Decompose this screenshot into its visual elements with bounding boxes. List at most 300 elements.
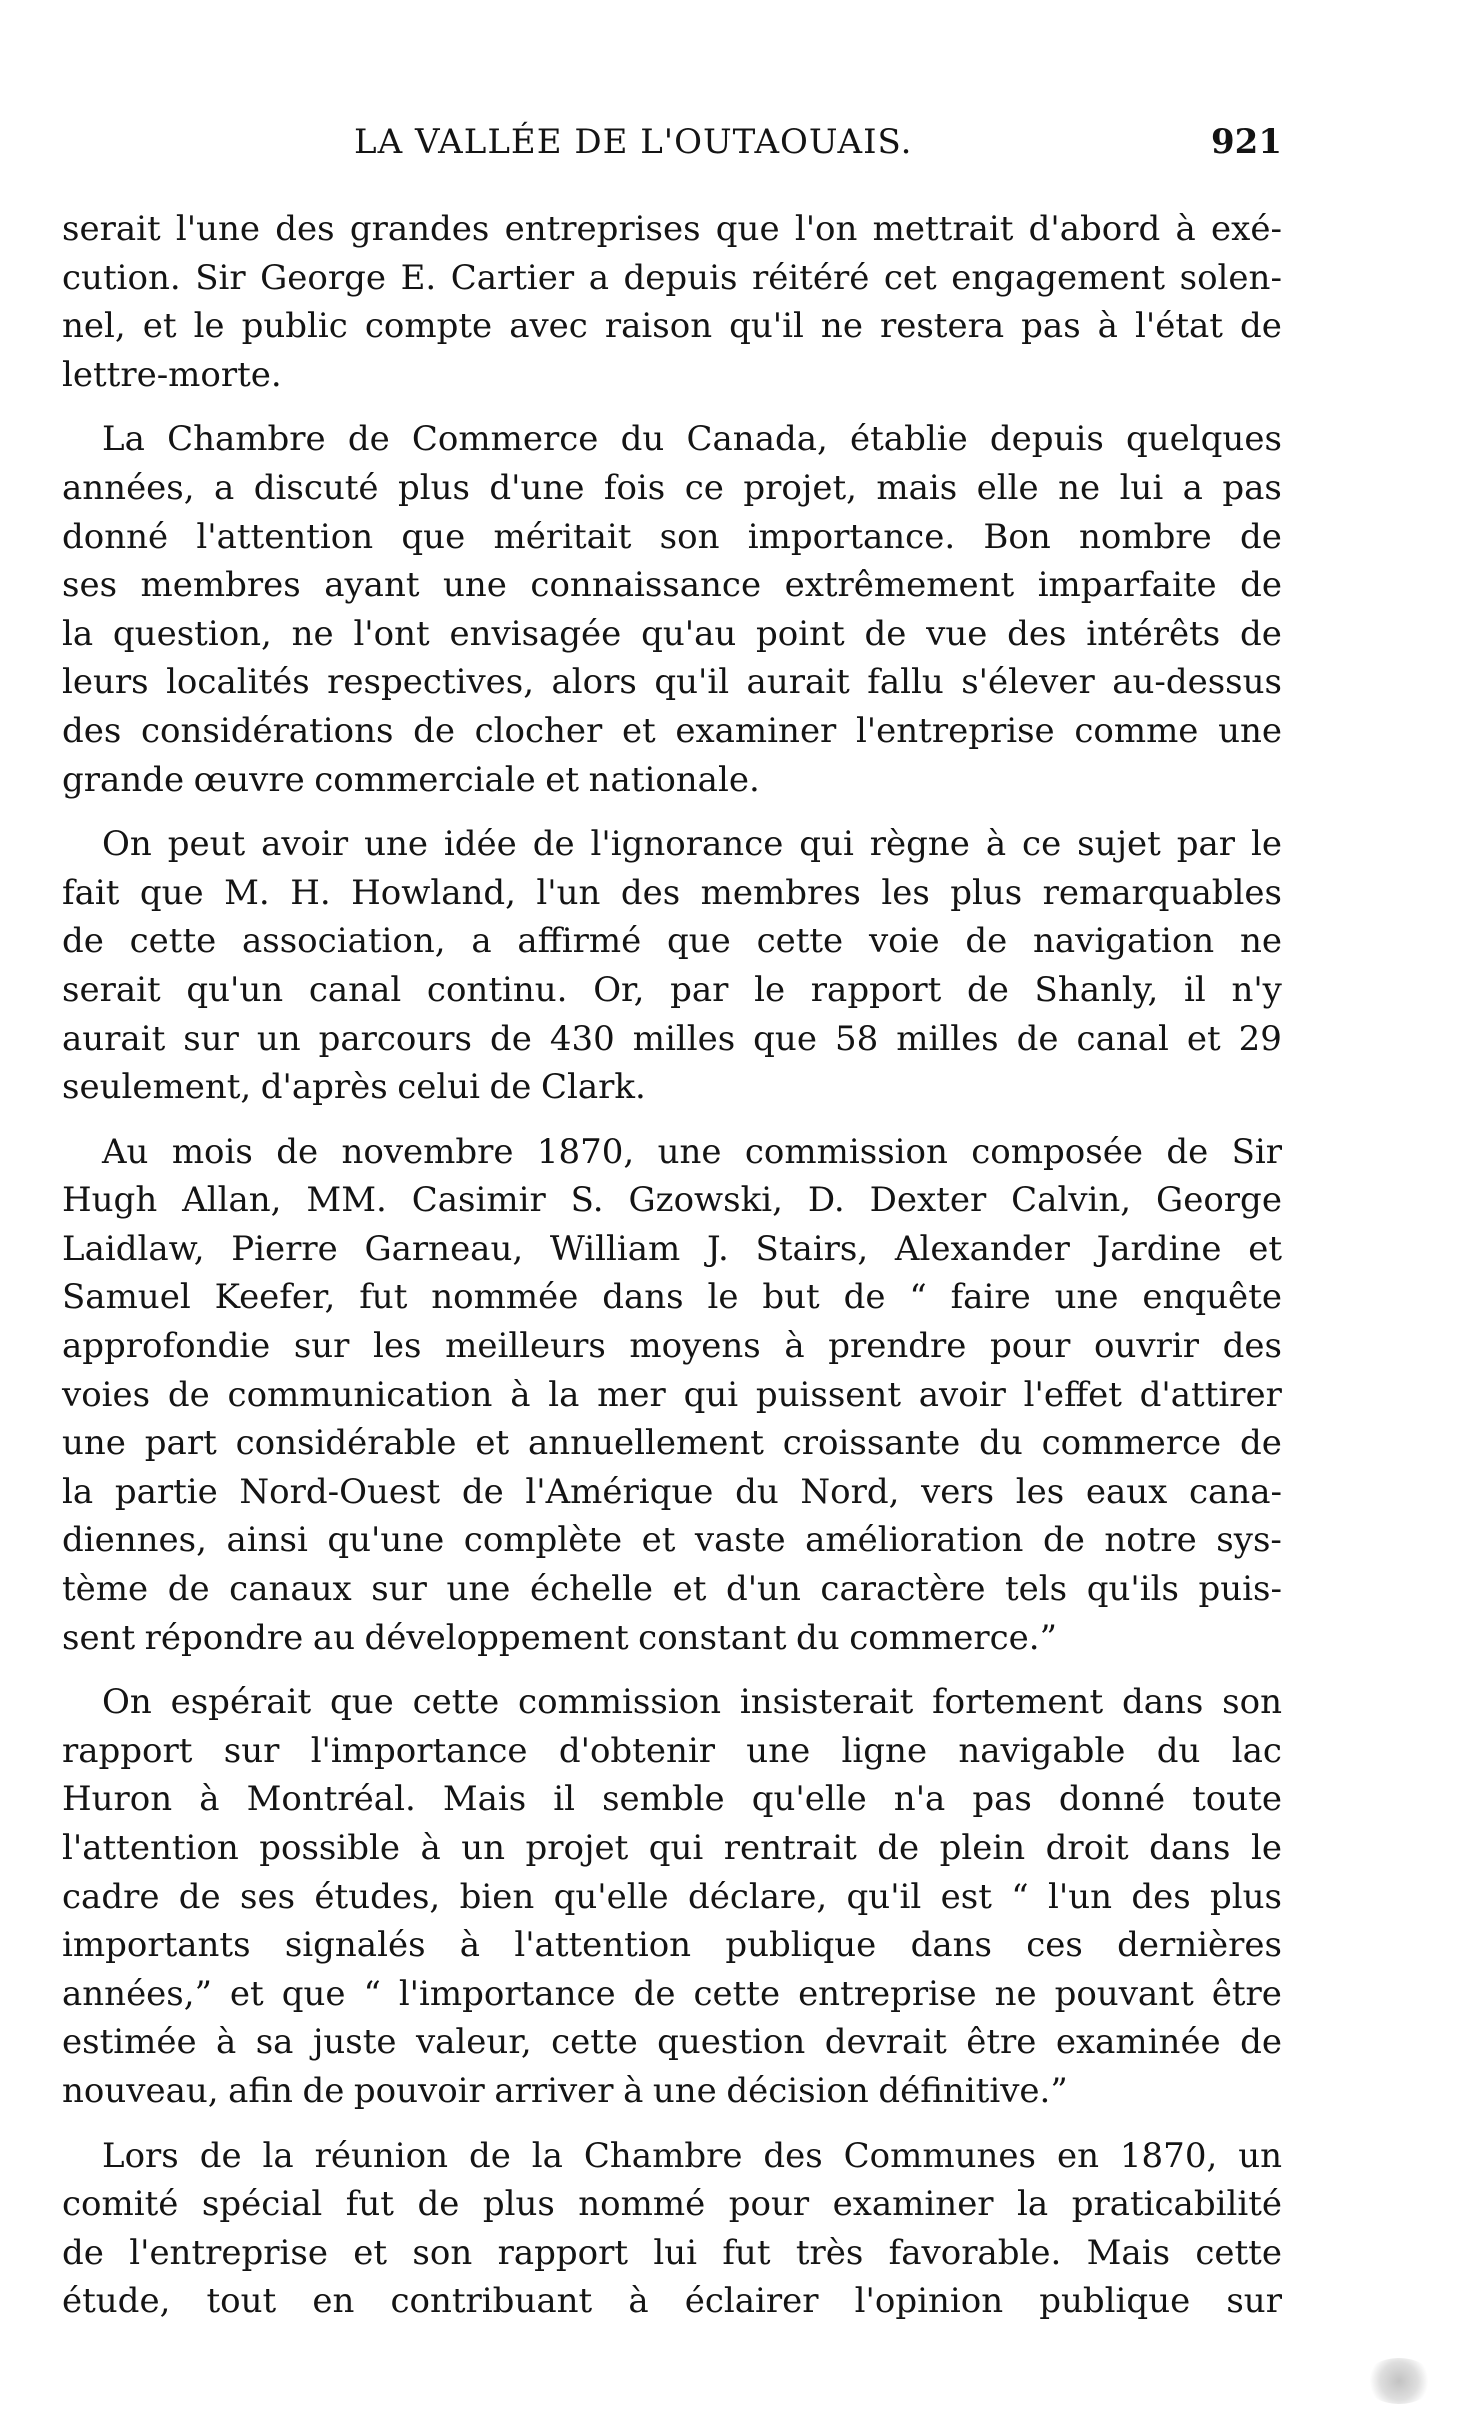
word: l'attention	[514, 1925, 692, 1966]
word: sujet	[1077, 824, 1161, 865]
word: mais	[876, 467, 958, 508]
word: imparfaite	[1037, 565, 1217, 606]
word: ne	[1058, 467, 1101, 508]
word: composée	[971, 1131, 1143, 1172]
text-line	[62, 2229, 1282, 2278]
word: 29	[1238, 1018, 1282, 1059]
word: examinée	[1055, 2022, 1221, 2063]
word: cadre	[62, 1876, 160, 1917]
word: décision	[726, 2070, 869, 2111]
word: par	[670, 969, 729, 1010]
word: On	[102, 1682, 152, 1723]
word: estimée	[62, 2022, 197, 2063]
word: Casimir	[411, 1180, 546, 1221]
text-line	[62, 1225, 1282, 1274]
word: D.	[807, 1180, 845, 1221]
word: Chambre	[583, 2135, 743, 2176]
word: cution.	[62, 257, 181, 298]
word: possible	[259, 1828, 400, 1868]
word: dernières	[1117, 1925, 1282, 1966]
paragraph-gap	[62, 804, 1282, 820]
word: à	[510, 1374, 531, 1415]
word: ne	[994, 1973, 1037, 2014]
word: droit	[1045, 1828, 1129, 1868]
word: pas	[1021, 306, 1081, 347]
word: puissent	[755, 1374, 901, 1415]
text-line	[62, 707, 1282, 756]
word: aurait	[62, 1018, 166, 1059]
word: méritait	[493, 516, 632, 557]
word: Laidlaw,	[62, 1228, 205, 1269]
word: “	[1011, 1876, 1029, 1917]
paragraph-gap	[62, 399, 1282, 415]
word: valeur,	[415, 2022, 532, 2063]
word: lettre-morte.	[62, 354, 282, 395]
word: qu'ils	[1086, 1569, 1179, 1610]
word: le	[754, 969, 786, 1010]
word: l'un	[1047, 1876, 1112, 1917]
word: puis-	[1198, 1569, 1282, 1610]
word: lac	[1231, 1730, 1282, 1771]
word: années,”	[62, 1973, 212, 2014]
word: nommé	[578, 2184, 706, 2225]
word: navigable	[958, 1730, 1126, 1771]
word: établie	[850, 419, 968, 460]
word: à	[985, 824, 1007, 865]
word: et	[545, 759, 580, 800]
word: qui	[648, 1828, 704, 1868]
word: comité	[62, 2184, 179, 2225]
word: l'état	[1134, 306, 1223, 347]
word: ses	[62, 565, 118, 606]
word: des	[1222, 1326, 1282, 1367]
word: de	[302, 2070, 345, 2111]
word: du	[620, 419, 665, 460]
word: sa	[255, 2022, 294, 2063]
word: une	[443, 565, 507, 606]
word: vue	[926, 613, 988, 654]
word: localités	[166, 662, 310, 703]
word: des	[1131, 1876, 1191, 1917]
word: plein	[939, 1828, 1026, 1868]
word: Au	[102, 1131, 149, 1172]
word: du	[979, 1423, 1023, 1464]
word: que	[401, 516, 466, 557]
word: étude,	[62, 2281, 171, 2322]
word: ses	[240, 1876, 296, 1917]
word: le	[707, 1277, 739, 1318]
word: Montréal.	[246, 1779, 416, 1820]
word: qu'elle	[751, 1779, 867, 1820]
word: Pierre	[231, 1228, 338, 1269]
word: déclare,	[687, 1876, 828, 1917]
word: de	[1042, 1520, 1085, 1561]
word: et	[1186, 1018, 1221, 1059]
word: engagement	[951, 257, 1166, 298]
word: milles	[632, 1018, 736, 1059]
word: plus	[482, 2184, 555, 2225]
word: afin	[228, 2070, 293, 2111]
word: en	[312, 2281, 355, 2322]
word: éclairer	[684, 2281, 819, 2322]
word: tels	[1005, 1569, 1068, 1610]
word: d'un	[725, 1569, 801, 1610]
word: approfondie	[62, 1326, 271, 1367]
text-line	[62, 2132, 1282, 2181]
word: un	[256, 1018, 301, 1059]
word: l'importance	[398, 1973, 616, 2014]
word: entreprises	[504, 209, 701, 249]
word: tout	[206, 2281, 277, 2322]
paragraph	[62, 415, 1282, 804]
word: ne	[1239, 921, 1282, 962]
word: On	[102, 824, 152, 865]
word: fut	[722, 2232, 771, 2273]
word: compte	[364, 306, 493, 347]
text-line	[62, 302, 1282, 351]
word: sur	[223, 1730, 280, 1771]
word: qu'il	[846, 1876, 922, 1917]
word: l'Amérique	[525, 1471, 714, 1512]
word: la	[531, 2135, 563, 2176]
word: cette	[129, 921, 217, 962]
word: de	[468, 2135, 511, 2176]
paragraph-gap	[62, 2116, 1282, 2132]
word: voies	[62, 1374, 151, 1415]
word: d'abord	[1028, 209, 1161, 249]
word: canal	[1076, 1018, 1169, 1059]
word: une	[364, 824, 428, 865]
word: serait	[62, 969, 161, 1010]
word: d'attirer	[1139, 1374, 1282, 1415]
word: depuis	[623, 257, 738, 298]
word: l'importance	[310, 1730, 528, 1771]
word: que	[753, 1018, 817, 1059]
text-line	[62, 1873, 1282, 1922]
word: depuis	[989, 419, 1104, 460]
word: elle	[976, 467, 1039, 508]
word: Sir	[1231, 1131, 1282, 1172]
word: alors	[551, 662, 637, 703]
word: études,	[314, 1876, 441, 1917]
word: de	[1240, 516, 1282, 557]
word: faire	[950, 1277, 1031, 1318]
word: amélioration	[805, 1520, 1024, 1561]
word: le	[1250, 824, 1282, 865]
word: de	[966, 969, 1009, 1010]
running-title: LA VALLÉE DE L'OUTAOUAIS.	[354, 122, 913, 162]
word: que	[281, 1973, 346, 2014]
word: Nord,	[800, 1471, 900, 1512]
word: sur	[293, 1326, 350, 1367]
word: aurait	[746, 662, 850, 703]
word: projet,	[743, 467, 857, 508]
word: avoir	[918, 1374, 1006, 1415]
text-line	[62, 1176, 1282, 1225]
text-line	[62, 1273, 1282, 1322]
word: meilleurs	[445, 1326, 606, 1367]
word: MM.	[306, 1180, 387, 1221]
word: celui	[397, 1067, 481, 1108]
word: canaux	[229, 1569, 352, 1610]
word: 1870,	[536, 1131, 635, 1172]
word: Communes	[843, 2135, 1037, 2176]
word: commission	[518, 1682, 722, 1723]
word: qui	[683, 1374, 739, 1415]
word: nel,	[62, 306, 126, 347]
word: réunion	[314, 2135, 449, 2176]
text-line	[62, 351, 1282, 400]
word: du	[796, 1617, 840, 1658]
word: discuté	[253, 467, 379, 508]
word: constant	[638, 1617, 787, 1658]
word: être	[966, 2022, 1037, 2063]
word: l'une	[175, 209, 261, 249]
word: Hugh	[62, 1180, 158, 1221]
word: et	[621, 710, 656, 751]
scan-speck	[1364, 2358, 1434, 2404]
word: l'entreprise	[129, 2232, 328, 2273]
word: la	[1017, 2184, 1049, 2225]
word: dans	[1149, 1828, 1231, 1868]
word: que	[139, 872, 204, 913]
word: la	[548, 1374, 580, 1415]
word: prendre	[828, 1326, 967, 1367]
word: son	[1222, 1682, 1282, 1723]
word: affirmé	[517, 921, 642, 962]
paragraph	[62, 1128, 1282, 1663]
word: en	[1056, 2135, 1099, 2176]
word: William	[549, 1228, 681, 1269]
word: praticabilité	[1071, 2184, 1282, 2225]
text-line	[62, 2018, 1282, 2067]
text-line	[62, 1015, 1282, 1064]
text-line	[62, 1775, 1282, 1824]
word: donné	[1058, 1779, 1166, 1820]
word: que	[715, 209, 780, 249]
paragraph-gap	[62, 1112, 1282, 1128]
word: de	[843, 1277, 886, 1318]
word: vers	[921, 1471, 995, 1512]
word: il	[553, 1779, 576, 1820]
word: Mais	[1086, 2232, 1171, 2273]
word: sent	[62, 1617, 136, 1658]
word: bien	[459, 1876, 535, 1917]
word: nouveau,	[62, 2070, 219, 2111]
word: l'opinion	[854, 2281, 1004, 2322]
word: enquête	[1142, 1277, 1282, 1318]
word: et	[475, 1423, 510, 1464]
word: l'on	[794, 209, 858, 249]
word: fut	[359, 1277, 408, 1318]
word: au	[312, 1617, 355, 1658]
word: Huron	[62, 1779, 173, 1820]
word: l'attention	[196, 516, 374, 557]
word: fortement	[932, 1682, 1104, 1723]
word: de	[1166, 1131, 1209, 1172]
word: de	[1240, 613, 1282, 654]
word: plus	[950, 872, 1023, 913]
word: notre	[1104, 1520, 1197, 1561]
text-line	[62, 1371, 1282, 1420]
word: qui	[799, 824, 854, 865]
word: part	[144, 1423, 217, 1464]
word: novembre	[341, 1131, 514, 1172]
word: de	[1239, 306, 1282, 347]
paragraph	[62, 205, 1282, 399]
word: de	[167, 1374, 210, 1415]
word: à	[459, 1925, 481, 1966]
word: a	[214, 467, 235, 508]
word: et	[353, 2232, 388, 2273]
word: public	[241, 306, 348, 347]
word: communication	[227, 1374, 493, 1415]
word: qu'il	[654, 662, 730, 703]
word: insisterait	[739, 1682, 914, 1723]
word: lui	[653, 2232, 698, 2273]
text-line	[62, 205, 1282, 254]
word: à	[623, 2070, 644, 2111]
text-line	[62, 610, 1282, 659]
word: Allan,	[182, 1180, 282, 1221]
word: grandes	[349, 209, 490, 249]
word: a	[471, 921, 492, 962]
word: Garneau,	[364, 1228, 524, 1269]
text-line	[62, 513, 1282, 562]
text-line	[62, 415, 1282, 464]
word: pour	[990, 1326, 1071, 1367]
text-line	[62, 966, 1282, 1015]
word: plus	[397, 467, 470, 508]
word: Dexter	[869, 1180, 987, 1221]
word: annuellement	[528, 1423, 764, 1464]
word: importants	[62, 1925, 251, 1966]
word: examiner	[832, 2184, 994, 2225]
word: parcours	[318, 1018, 472, 1059]
word: 1870,	[1119, 2135, 1218, 2176]
word: respectives,	[327, 662, 535, 703]
word: navigation	[1033, 921, 1215, 962]
word: Calvin,	[1011, 1180, 1132, 1221]
word: à	[784, 1326, 805, 1367]
word: intérêts	[1086, 613, 1221, 654]
word: le	[1250, 1828, 1282, 1868]
word: exé-	[1211, 209, 1282, 249]
word: de	[417, 2184, 460, 2225]
word: de	[489, 1067, 532, 1108]
word: Lors	[102, 2135, 179, 2176]
word: point	[756, 613, 845, 654]
word: milles	[896, 1018, 999, 1059]
text-line	[62, 1727, 1282, 1776]
word: à	[1097, 306, 1118, 347]
word: Commerce	[411, 419, 599, 460]
word: La	[102, 419, 145, 460]
word: Bon	[983, 516, 1051, 557]
word: extrêmement	[784, 565, 1015, 606]
word: très	[795, 2232, 864, 2273]
word: qu'elle	[553, 1876, 669, 1917]
word: Chambre	[167, 419, 326, 460]
word: complète	[463, 1520, 623, 1561]
word: tème	[62, 1569, 149, 1610]
word: années,	[62, 467, 195, 508]
word: de	[877, 1828, 920, 1868]
word: commerce	[1041, 1423, 1222, 1464]
word: une	[657, 1131, 722, 1172]
word: des	[1007, 613, 1067, 654]
word: cette	[412, 1682, 500, 1723]
word: diennes,	[62, 1520, 207, 1561]
word: plus	[1210, 1876, 1282, 1917]
word: n'a	[893, 1779, 946, 1820]
word: H.	[290, 872, 331, 913]
word: Gzowski,	[628, 1180, 783, 1221]
word: raison	[604, 306, 713, 347]
word: importance.	[747, 516, 956, 557]
word: de	[167, 1569, 210, 1610]
word: membres	[700, 872, 861, 913]
word: ligne	[841, 1730, 928, 1771]
text-line	[62, 1322, 1282, 1371]
word: spécial	[201, 2184, 323, 2225]
word: du	[735, 1471, 779, 1512]
word: cana-	[1189, 1471, 1282, 1512]
word: de	[62, 921, 104, 962]
word: George	[1156, 1180, 1282, 1221]
word: une	[1054, 1277, 1119, 1318]
word: développement	[364, 1617, 629, 1658]
text-line	[62, 1468, 1282, 1517]
word: n'y	[1231, 969, 1282, 1010]
word: Canada,	[686, 419, 828, 460]
word: leurs	[62, 662, 149, 703]
text-line	[62, 1128, 1282, 1177]
word: échelle	[529, 1569, 654, 1610]
word: contribuant	[390, 2281, 593, 2322]
word: 430	[549, 1018, 615, 1059]
word: un	[461, 1828, 505, 1868]
word: serait	[62, 209, 161, 249]
word: mettrait	[872, 209, 1014, 249]
word: eaux	[1085, 1471, 1168, 1512]
word: de	[1240, 1423, 1282, 1464]
word: mois	[171, 1131, 253, 1172]
word: quelques	[1126, 419, 1282, 460]
word: croissante	[782, 1423, 961, 1464]
word: commission	[744, 1131, 948, 1172]
word: dans	[602, 1277, 684, 1318]
word: voie	[868, 921, 940, 962]
word: de	[199, 2135, 242, 2176]
word: à	[628, 2281, 649, 2322]
word: question	[657, 2022, 806, 2063]
word: de	[413, 710, 455, 751]
word: nombre	[1079, 516, 1212, 557]
text-line	[62, 1921, 1282, 1970]
word: rapport	[62, 1730, 193, 1771]
word: pas	[1222, 467, 1282, 508]
text-line	[62, 2180, 1282, 2229]
text-line	[62, 1565, 1282, 1614]
word: solen-	[1179, 257, 1282, 298]
word: Howland,	[351, 872, 516, 913]
word: et	[641, 1520, 676, 1561]
word: qu'il	[729, 306, 804, 347]
word: qu'un	[186, 969, 284, 1010]
word: Sir	[195, 257, 246, 298]
text-line	[62, 1678, 1282, 1727]
